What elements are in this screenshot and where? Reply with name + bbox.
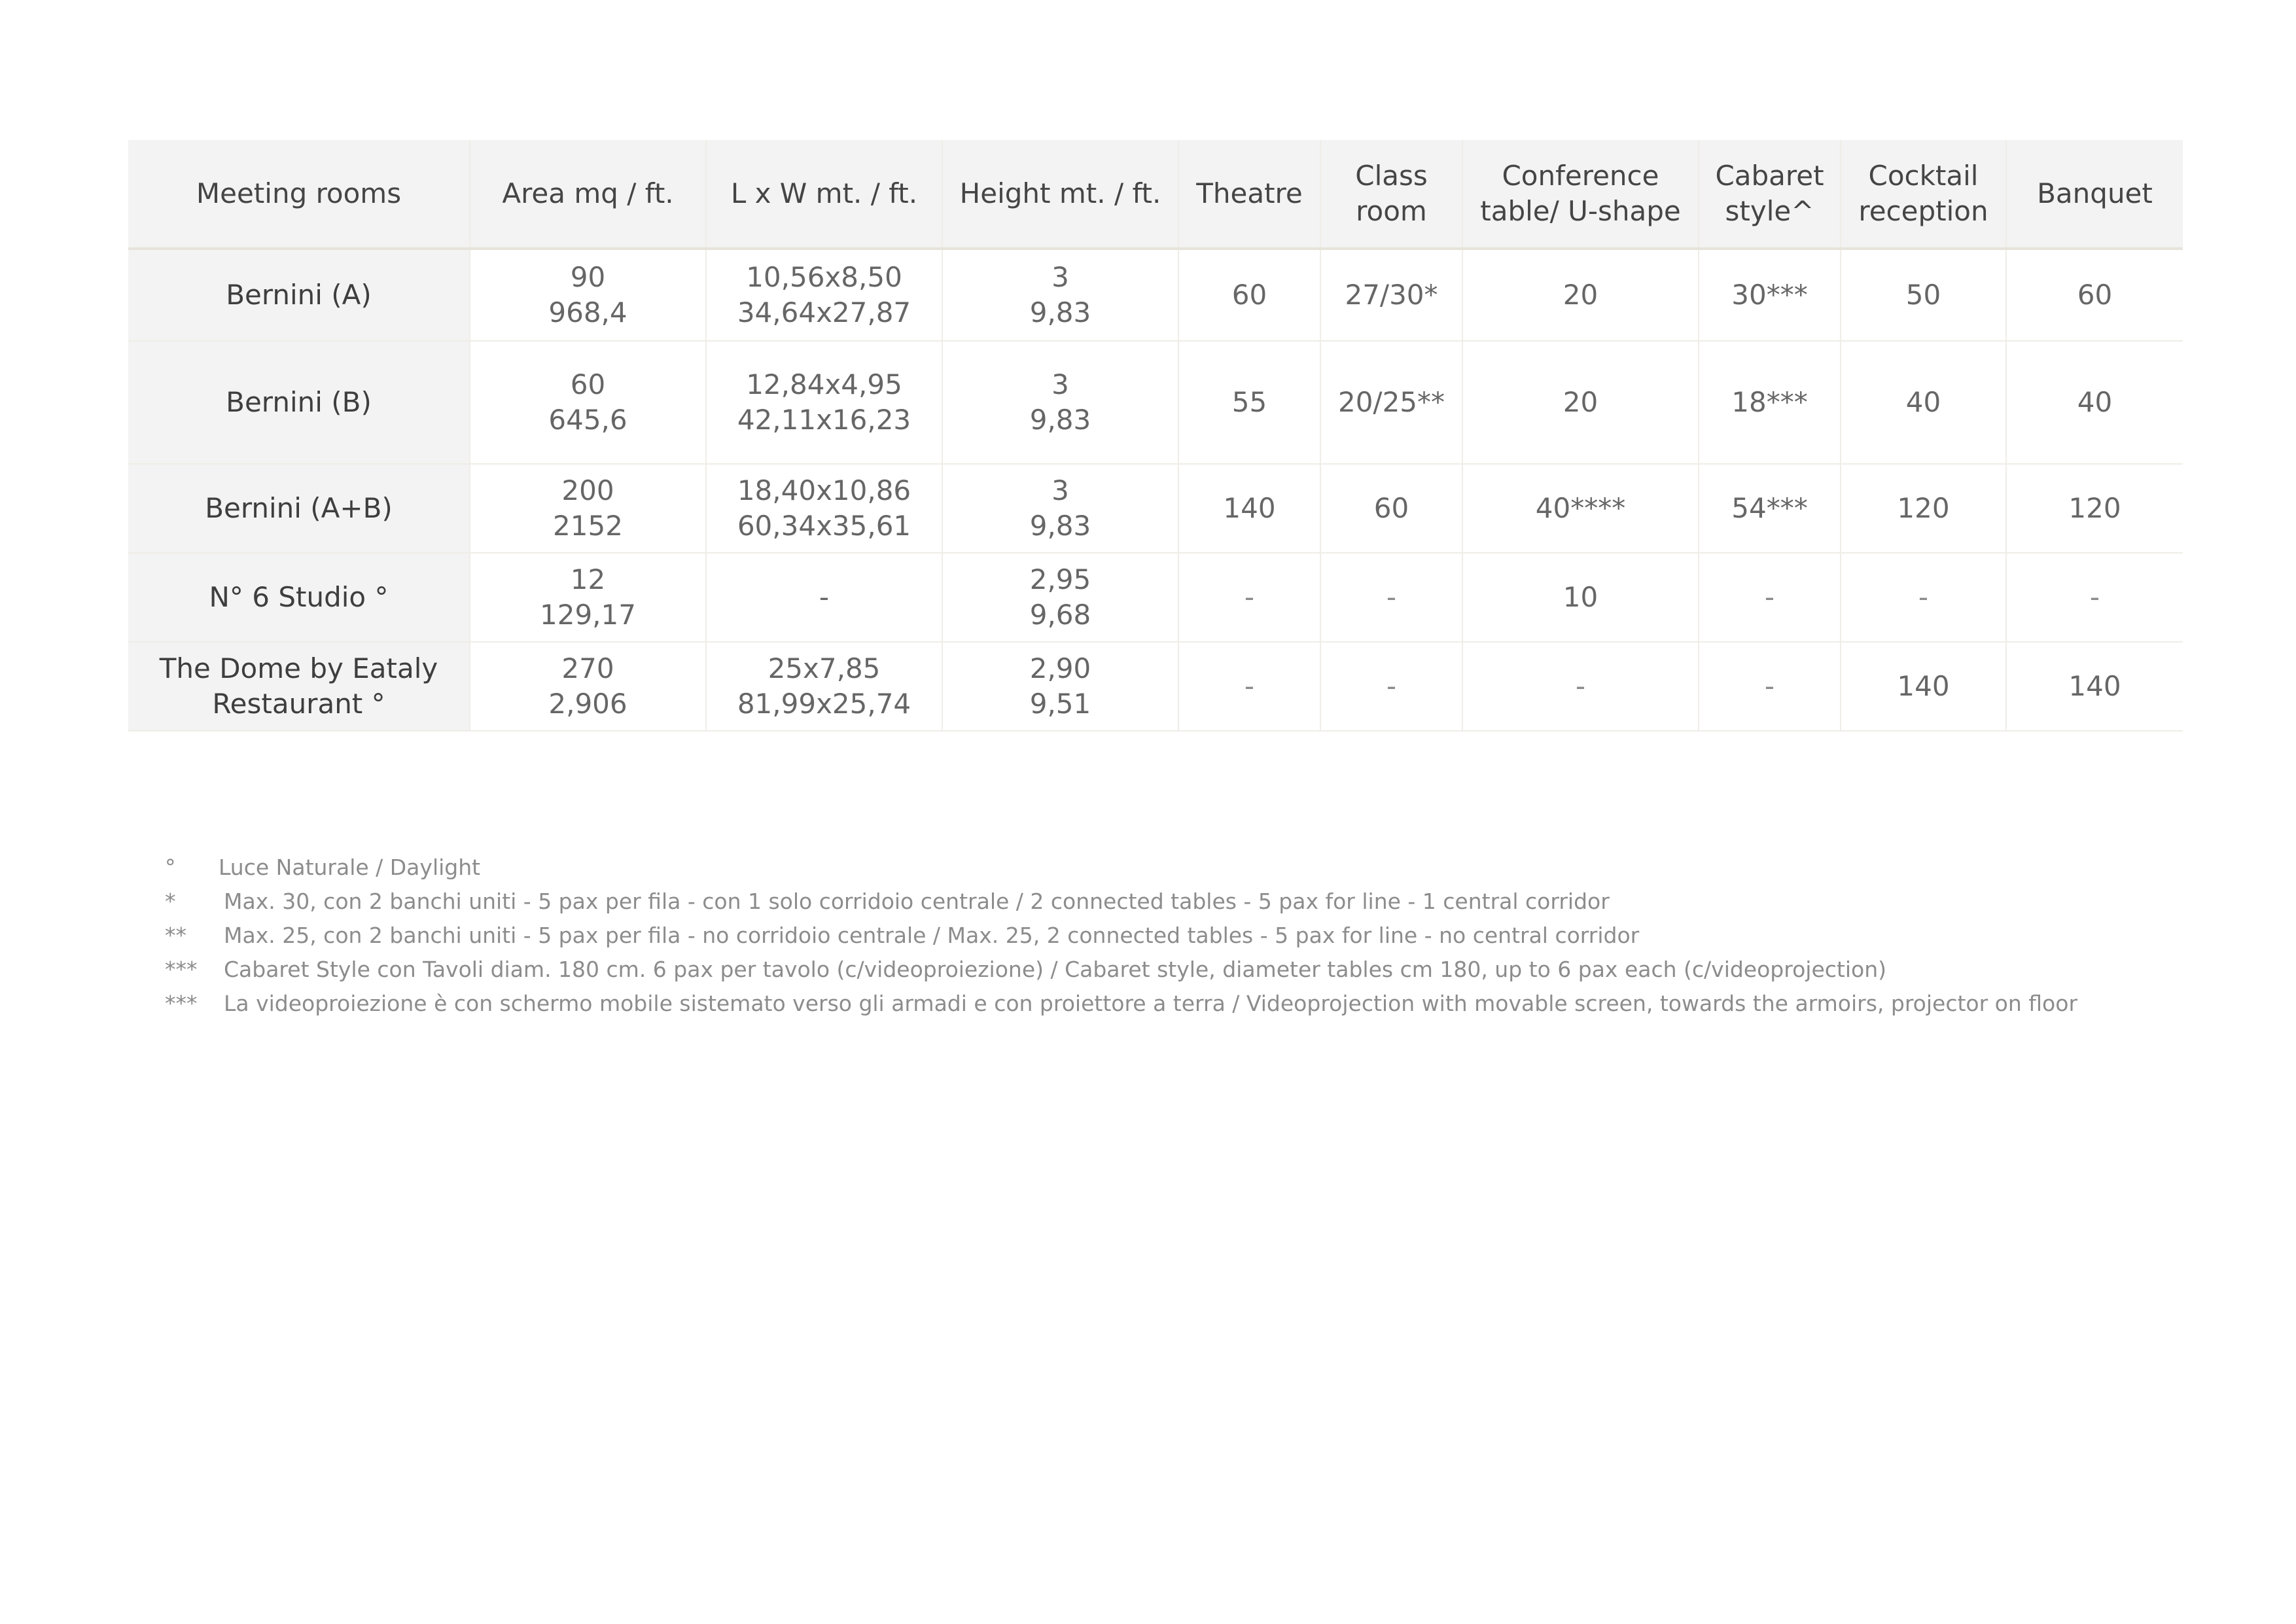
cell-cocktail: 50 <box>1841 249 2006 341</box>
table-row <box>128 464 2183 553</box>
footnote <box>165 987 2128 1021</box>
cell-line: 2,95 <box>1029 563 1091 595</box>
footnote-symbol: * <box>165 889 176 914</box>
cell-cocktail: 140 <box>1841 642 2006 731</box>
cell-line: 968,4 <box>548 296 627 328</box>
cell-theatre: 60 <box>1178 249 1320 341</box>
footnote <box>165 851 2128 885</box>
cell-line: 2152 <box>553 510 623 542</box>
cell-line: 9,83 <box>1029 296 1091 328</box>
cell-classroom: 20/25** <box>1320 341 1462 464</box>
meeting-rooms-table-container <box>128 140 2183 732</box>
header-cabaret <box>1699 140 1841 249</box>
cell-line: 200 <box>561 474 614 506</box>
cell-theatre: 140 <box>1178 464 1320 553</box>
header-label: Banquet <box>2037 177 2153 209</box>
cell-conference: - <box>1462 642 1699 731</box>
header-area <box>470 140 706 249</box>
cell-name <box>128 341 470 464</box>
cell-banquet: 60 <box>2006 249 2183 341</box>
cell-banquet: 40 <box>2006 341 2183 464</box>
cell-height <box>942 464 1178 553</box>
footnote-symbol: *** <box>165 991 198 1016</box>
cell-cabaret: 30*** <box>1699 249 1841 341</box>
header-label: Height mt. / ft. <box>959 177 1161 209</box>
cell-line: 9,68 <box>1029 599 1091 631</box>
table-header <box>128 140 2183 249</box>
cell-name <box>128 553 470 642</box>
footnote-symbol: ** <box>165 923 186 948</box>
cell-banquet: - <box>2006 553 2183 642</box>
footnote-symbol: *** <box>165 957 198 982</box>
footnote-text: Cabaret Style con Tavoli diam. 180 cm. 6 pax per tavolo (c/videoproiezione) / Cabaret style, diameter tables cm 180, up to 6 pax each (c/videoprojection) <box>224 957 1886 982</box>
header-conference <box>1462 140 1699 249</box>
cell-line: - <box>819 581 830 613</box>
cell-line: The Dome by Eataly <box>159 652 438 684</box>
cell-conference: 10 <box>1462 553 1699 642</box>
cell-cabaret: 18*** <box>1699 341 1841 464</box>
cell-cabaret: 54*** <box>1699 464 1841 553</box>
footnote-text: Luce Naturale / Daylight <box>219 855 481 880</box>
cell-classroom: 60 <box>1320 464 1462 553</box>
cell-cocktail: - <box>1841 553 2006 642</box>
footnotes <box>165 851 2128 1021</box>
cell-line: 60,34x35,61 <box>737 510 911 542</box>
table-row <box>128 249 2183 341</box>
cell-area <box>470 553 706 642</box>
cell-height <box>942 341 1178 464</box>
header-label: Area mq / ft. <box>502 177 674 209</box>
cell-height <box>942 642 1178 731</box>
cell-line: 81,99x25,74 <box>737 688 911 720</box>
cell-lxw <box>706 341 942 464</box>
cell-line: 10,56x8,50 <box>746 261 902 293</box>
cell-line: 60 <box>570 368 606 400</box>
cell-line: 12 <box>570 563 606 595</box>
cell-classroom: - <box>1320 642 1462 731</box>
cell-line: 645,6 <box>548 404 627 436</box>
cell-line: 129,17 <box>540 599 636 631</box>
cell-classroom: - <box>1320 553 1462 642</box>
cell-lxw <box>706 642 942 731</box>
table-body <box>128 249 2183 731</box>
cell-theatre: 55 <box>1178 341 1320 464</box>
cell-lxw <box>706 249 942 341</box>
cell-line: 9,83 <box>1029 510 1091 542</box>
header-height <box>942 140 1178 249</box>
table-row <box>128 341 2183 464</box>
cell-line: 3 <box>1051 368 1069 400</box>
cell-line: Bernini (A+B) <box>205 492 393 524</box>
header-row <box>128 140 2183 249</box>
cell-height <box>942 249 1178 341</box>
header-label: Cabaret <box>1715 160 1824 192</box>
header-label: table/ U-shape <box>1480 195 1681 227</box>
cell-area <box>470 249 706 341</box>
cell-line: 270 <box>561 652 614 684</box>
cell-line: Bernini (B) <box>226 386 372 418</box>
footnote <box>165 885 2128 919</box>
footnote-text: Max. 25, con 2 banchi uniti - 5 pax per fila - no corridoio centrale / Max. 25, 2 connected tables - 5 pax for line - no central corridor <box>224 923 1640 948</box>
cell-line: 9,83 <box>1029 404 1091 436</box>
cell-theatre: - <box>1178 642 1320 731</box>
header-classroom <box>1320 140 1462 249</box>
table-row <box>128 553 2183 642</box>
cell-line: 34,64x27,87 <box>737 296 911 328</box>
cell-name <box>128 249 470 341</box>
cell-height <box>942 553 1178 642</box>
cell-line: Bernini (A) <box>226 279 372 311</box>
cell-banquet: 120 <box>2006 464 2183 553</box>
header-label: Cocktail <box>1868 160 1979 192</box>
cell-area <box>470 642 706 731</box>
cell-banquet: 140 <box>2006 642 2183 731</box>
cell-line: 25x7,85 <box>768 652 881 684</box>
cell-area <box>470 341 706 464</box>
cell-line: 18,40x10,86 <box>737 474 911 506</box>
cell-line: 2,906 <box>548 688 627 720</box>
table-row <box>128 642 2183 731</box>
header-theatre <box>1178 140 1320 249</box>
meeting-rooms-table <box>128 140 2183 732</box>
header-label: Conference <box>1502 160 1659 192</box>
cell-line: N° 6 Studio ° <box>209 581 389 613</box>
header-label: room <box>1356 195 1427 227</box>
cell-conference: 20 <box>1462 341 1699 464</box>
cell-line: Restaurant ° <box>212 688 385 720</box>
cell-conference: 20 <box>1462 249 1699 341</box>
cell-conference: 40**** <box>1462 464 1699 553</box>
cell-classroom: 27/30* <box>1320 249 1462 341</box>
cell-line: 3 <box>1051 261 1069 293</box>
header-label: Class <box>1355 160 1428 192</box>
footnote <box>165 919 2128 953</box>
header-label: Theatre <box>1196 177 1303 209</box>
cell-name <box>128 464 470 553</box>
cell-line: 3 <box>1051 474 1069 506</box>
cell-cocktail: 40 <box>1841 341 2006 464</box>
header-label: style^ <box>1725 195 1814 227</box>
header-cocktail <box>1841 140 2006 249</box>
cell-line: 12,84x4,95 <box>746 368 902 400</box>
header-meeting-rooms <box>128 140 470 249</box>
footnote-symbol: ° <box>165 855 176 880</box>
cell-cabaret: - <box>1699 642 1841 731</box>
cell-line: 9,51 <box>1029 688 1091 720</box>
cell-cabaret: - <box>1699 553 1841 642</box>
header-banquet <box>2006 140 2183 249</box>
cell-line: 90 <box>570 261 606 293</box>
header-label: Meeting rooms <box>196 177 402 209</box>
cell-lxw <box>706 553 942 642</box>
cell-lxw <box>706 464 942 553</box>
cell-area <box>470 464 706 553</box>
footnote <box>165 953 2128 987</box>
cell-line: 42,11x16,23 <box>737 404 911 436</box>
header-label: reception <box>1858 195 1988 227</box>
header-lxw <box>706 140 942 249</box>
cell-theatre: - <box>1178 553 1320 642</box>
footnote-text: Max. 30, con 2 banchi uniti - 5 pax per fila - con 1 solo corridoio centrale / 2 connected tables - 5 pax for line - 1 central corridor <box>224 889 1610 914</box>
cell-cocktail: 120 <box>1841 464 2006 553</box>
footnote-text: La videoproiezione è con schermo mobile sistemato verso gli armadi e con proiettore a terra / Videoprojection with movable screen, towards the armoirs, projector on floor <box>224 991 2078 1016</box>
header-label: L x W mt. / ft. <box>730 177 918 209</box>
cell-name <box>128 642 470 731</box>
cell-line: 2,90 <box>1029 652 1091 684</box>
